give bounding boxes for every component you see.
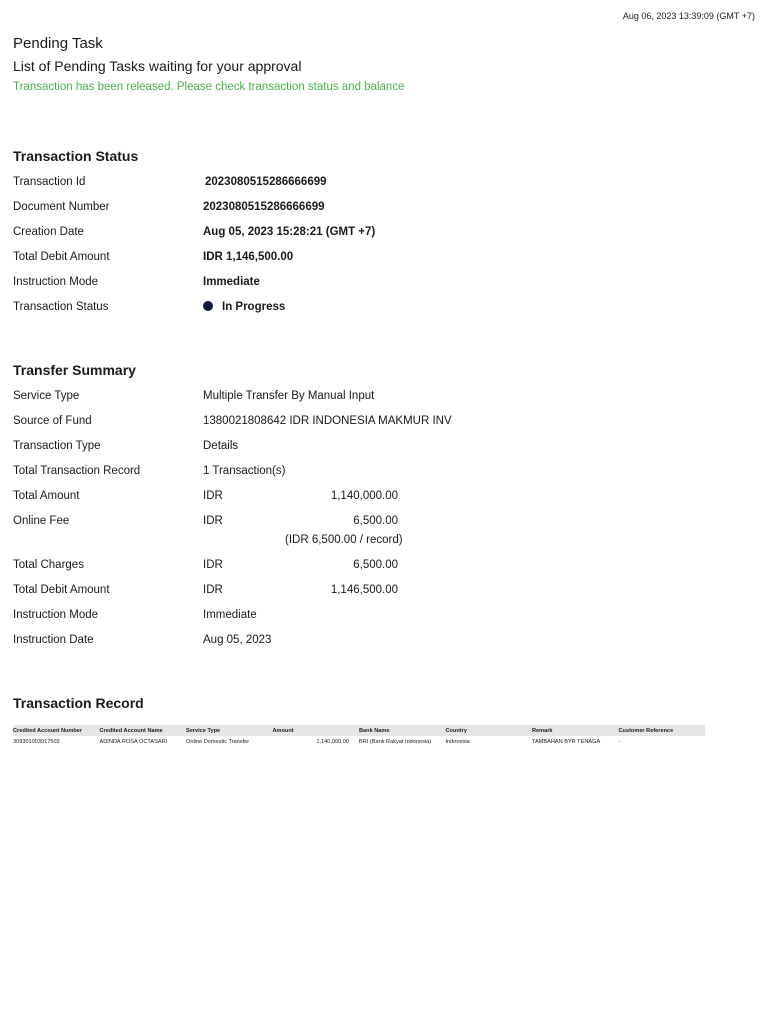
summary-instruction-mode-value: Immediate	[203, 609, 257, 621]
total-record-label: Total Transaction Record	[13, 465, 141, 477]
source-of-fund-label: Source of Fund	[13, 415, 92, 427]
creation-date-label: Creation Date	[13, 226, 84, 238]
col-bank-name: Bank Name	[359, 725, 446, 736]
col-service-type: Service Type	[186, 725, 273, 736]
cell-account-name: ADINDA ROSA OCTASARI	[99, 739, 168, 745]
document-number-value: 2023080515286666699	[203, 201, 325, 213]
status-instruction-mode-label: Instruction Mode	[13, 276, 99, 288]
transaction-status-title: Transaction Status	[13, 148, 139, 164]
summary-instruction-mode-label: Instruction Mode	[13, 609, 99, 621]
online-fee-value: 6,500.00	[353, 515, 398, 527]
total-charges-currency: IDR	[203, 559, 223, 571]
col-credited-account-number: Credited Account Number	[13, 725, 100, 736]
total-charges-value: 6,500.00	[353, 559, 398, 571]
online-fee-currency: IDR	[203, 515, 223, 527]
cell-country: Indonesia	[445, 739, 470, 745]
source-of-fund-value: 1380021808642 IDR INDONESIA MAKMUR INV	[203, 415, 452, 427]
status-text: In Progress	[222, 301, 286, 313]
status-total-debit-label: Total Debit Amount	[13, 251, 110, 263]
col-country: Country	[446, 725, 533, 736]
cell-bank-name: BRI (Bank Rakyat Indonesia)	[359, 739, 432, 745]
creation-date-value: Aug 05, 2023 15:28:21 (GMT +7)	[203, 226, 376, 238]
total-charges-label: Total Charges	[13, 559, 84, 571]
timestamp: Aug 06, 2023 13:39:09 (GMT +7)	[622, 11, 755, 21]
col-remark: Remark	[532, 725, 619, 736]
summary-total-debit-value: 1,146,500.00	[330, 584, 398, 596]
instruction-date-label: Instruction Date	[13, 634, 94, 646]
col-credited-account-name: Credited Account Name	[100, 725, 187, 736]
transaction-id-value: 2023080515286666699	[205, 176, 327, 188]
cell-customer-reference: -	[618, 739, 621, 745]
status-dot-icon	[203, 301, 213, 311]
summary-total-debit-currency: IDR	[203, 584, 223, 596]
total-amount-label: Total Amount	[13, 490, 80, 502]
page-subtitle: List of Pending Tasks waiting for your approval	[13, 58, 302, 74]
total-record-value: 1 Transaction(s)	[203, 465, 286, 477]
transaction-record-title: Transaction Record	[13, 695, 144, 711]
cell-service-type: Online Domestic Transfer	[186, 739, 250, 745]
transaction-type-value: Details	[203, 440, 239, 452]
transaction-status-label: Transaction Status	[13, 301, 109, 313]
online-fee-label: Online Fee	[13, 515, 70, 527]
document-number-label: Document Number	[13, 201, 110, 213]
page-title: Pending Task	[13, 35, 103, 52]
cell-remark: TAMBAHAN BYR TENAGA	[532, 739, 601, 745]
total-amount-value: 1,140,000.00	[330, 490, 398, 502]
cell-amount: 1,140,000.00	[316, 739, 349, 745]
service-type-label: Service Type	[13, 390, 80, 402]
summary-total-debit-label: Total Debit Amount	[13, 584, 110, 596]
table-header-row	[13, 725, 705, 736]
cell-account-number: 309301003917503	[13, 739, 60, 745]
status-total-debit-value: IDR 1,146,500.00	[203, 251, 294, 263]
transaction-type-label: Transaction Type	[13, 440, 101, 452]
total-amount-currency: IDR	[203, 490, 223, 502]
release-message: Transaction has been released. Please check transaction status and balance	[13, 81, 405, 93]
status-instruction-mode-value: Immediate	[203, 276, 260, 288]
transaction-record-table	[13, 725, 705, 746]
col-amount: Amount	[273, 725, 360, 736]
service-type-value: Multiple Transfer By Manual Input	[203, 390, 375, 402]
transaction-id-label: Transaction Id	[13, 176, 86, 188]
online-fee-per-record: (IDR 6,500.00 / record)	[285, 534, 403, 546]
transfer-summary-title: Transfer Summary	[13, 362, 136, 378]
instruction-date-value: Aug 05, 2023	[203, 634, 272, 646]
col-customer-reference: Customer Reference	[619, 725, 706, 736]
transaction-status-value	[203, 301, 285, 313]
table-row	[13, 736, 705, 746]
